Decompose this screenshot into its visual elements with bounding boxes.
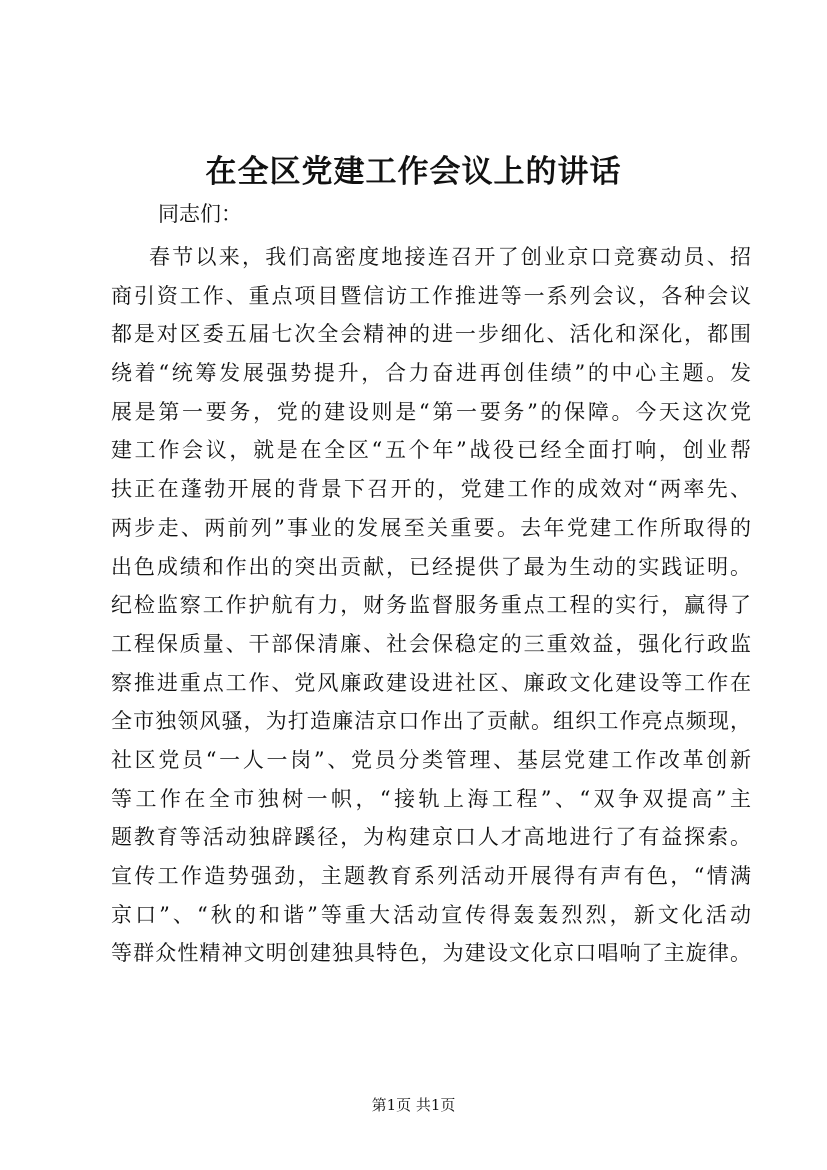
body-text-line: 出色成绩和作出的突出贡献，已经提供了最为生动的实践证明。 bbox=[111, 554, 751, 579]
body-text-line: 工程保质量、干部保清廉、社会保稳定的三重效益，强化行政监 bbox=[111, 631, 751, 656]
salutation: 同志们： bbox=[158, 202, 242, 226]
page-footer: 第1页 共1页 bbox=[371, 1096, 456, 1114]
body-text-line: 展是第一要务，党的建设则是“第一要务”的保障。今天这次党 bbox=[111, 399, 751, 424]
body-text-line: 纪检监察工作护航有力，财务监督服务重点工程的实行，赢得了 bbox=[111, 593, 751, 618]
body-text-line: 绕着“统筹发展强势提升，合力奋进再创佳绩”的中心主题。发 bbox=[111, 361, 751, 386]
body-text-line: 京口”、“秋的和谐”等重大活动宣传得轰轰烈烈，新文化活动 bbox=[111, 902, 751, 927]
body-text-line: 春节以来，我们高密度地接连召开了创业京口竞赛动员、招 bbox=[149, 245, 751, 269]
body-text-line: 扶正在蓬勃开展的背景下召开的，党建工作的成效对“两率先、 bbox=[111, 477, 751, 502]
body-text-line: 商引资工作、重点项目暨信访工作推进等一系列会议，各种会议 bbox=[111, 283, 751, 308]
body-text-line: 建工作会议，就是在全区“五个年”战役已经全面打响，创业帮 bbox=[111, 438, 751, 463]
body-text-line: 宣传工作造势强劲，主题教育系列活动开展得有声有色，“情满 bbox=[111, 864, 751, 888]
body-text-line: 社区党员“一人一岗”、党员分类管理、基层党建工作改革创新 bbox=[111, 747, 751, 772]
document-title: 在全区党建工作会议上的讲话 bbox=[205, 154, 622, 190]
body-text-line: 两步走、两前列”事业的发展至关重要。去年党建工作所取得的 bbox=[111, 515, 751, 540]
body-text-line: 察推进重点工作、党风廉政建设进社区、廉政文化建设等工作在 bbox=[111, 670, 751, 695]
body-text-line: 题教育等活动独辟蹊径，为构建京口人才高地进行了有益探索。 bbox=[111, 825, 751, 850]
body-text-line: 都是对区委五届七次全会精神的进一步细化、活化和深化，都围 bbox=[111, 322, 751, 347]
document-body bbox=[111, 238, 751, 973]
body-text-line: 等群众性精神文明创建独具特色，为建设文化京口唱响了主旋律。 bbox=[111, 941, 751, 966]
body-text-line: 全市独领风骚，为打造廉洁京口作出了贡献。组织工作亮点频现， bbox=[111, 709, 751, 734]
body-text-line: 等工作在全市独树一帜，“接轨上海工程”、“双争双提高”主 bbox=[111, 786, 751, 811]
